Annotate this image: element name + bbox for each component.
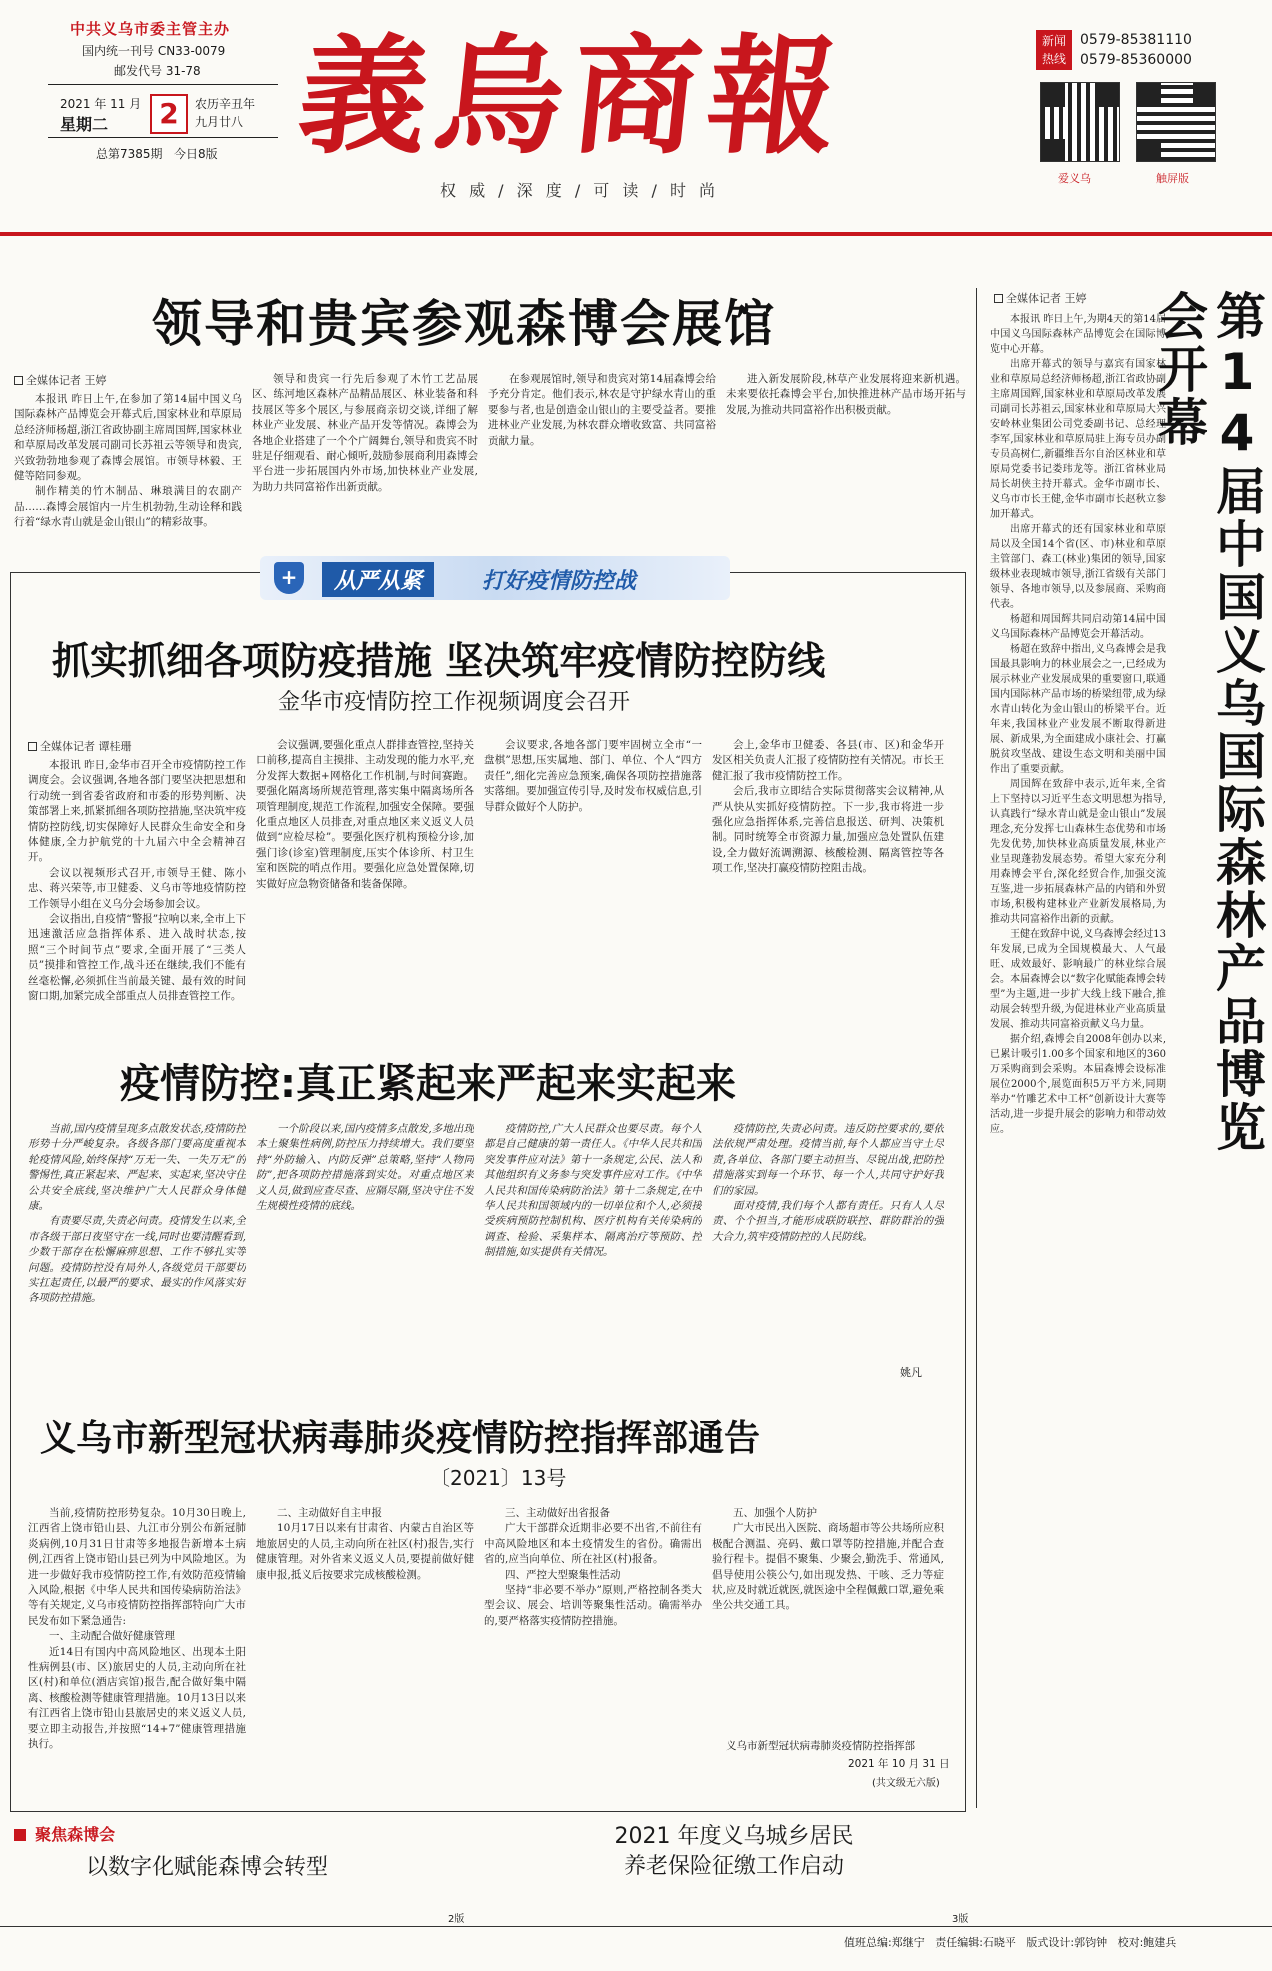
sidebar-byline <box>994 290 1087 306</box>
article-2-col-2 <box>256 738 474 1004</box>
lead-headline: 领导和贵宾参观森博会展馆 <box>152 295 776 353</box>
lead-col-1 <box>14 392 242 552</box>
sidebar-paragraph: 杨超在致辞中指出,义乌森博会是我国最具影响力的林业展会之一,已经成为展示林业产业发展成果的重要窗口,联通国内国际林产品市场的桥梁纽带,成为绿水青山转化为金山银山的桥梁平台。近年来,我国林业产业发展不断取得新进展、新成果,为全面建成小康社会、打赢脱贫攻坚战、建设生态文明和美丽中国作出了重要贡献。 <box>990 644 1166 775</box>
footer-section-label <box>14 1822 115 1845</box>
masthead-title: 義烏商報 <box>292 22 852 172</box>
shield-icon: + <box>274 562 304 594</box>
issue-info: 总第7385期 今日8版 <box>96 147 218 161</box>
article-3-paragraph: 有责要尽责,失责必问责。疫情发生以来,全市各级干部日夜坚守在一线,同时也要清醒看到,少数干部存在松懈麻痹思想、工作不够扎实等问题。疫情防控没有局外人,各级党员干部要切实扛起责任,以最严的要求、最实的作风落实好各项防控措施。 <box>28 1215 246 1305</box>
article-3-paragraph: 面对疫情,我们每个人都有责任。只有人人尽责、个个担当,才能形成联防联控、群防群治的强大合力,筑牢疫情防控的人民防线。 <box>712 1200 944 1243</box>
lead-paragraph: 在参观展馆时,领导和贵宾对第14届森博会给予充分肯定。他们表示,林农是守护绿水青山的重要参与者,也是创造金山银山的主要受益者。要推进林业产业发展,为林农群众增收致富、共同富裕贡献力量。 <box>488 373 716 447</box>
lead-paragraph: 领导和贵宾一行先后参观了木竹工艺品展区、练河地区森林产品精品展区、林业装备和科技展区等多个展区,与参展商亲切交谈,详细了解林业产业发展、林业产品开发等情况。森博会为各地企业搭建了一个个广阔舞台,领导和贵宾不时驻足仔细观看、耐心倾听,鼓励参展商利用森博会平台进一步拓展国内外市场,加快林业产业发展,为助力共同富裕作出新贡献。 <box>252 373 478 493</box>
sidebar-byline-text: 全媒体记者 王婷 <box>1006 292 1087 305</box>
masthead-slogan: 权 威 / 深 度 / 可 读 / 时 尚 <box>440 181 720 200</box>
article-4-paragraph: 广大市民出入医院、商场超市等公共场所应积极配合测温、亮码、戴口罩等防控措施,并配合查验行程卡。提倡不聚集、少聚会,勤洗手、常通风,倡导使用公筷公勺,如出现发热、干咳、乏力等症状,应及时就近就医,就医途中全程佩戴口罩,避免乘坐公共交通工具。 <box>712 1522 944 1612</box>
lunar-day: 九月廿八 <box>195 115 244 129</box>
article-4-paragraph: 坚持“非必要不举办”原则,严格控制各类大型会议、展会、培训等聚集性活动。确需举办的,要严格落实疫情防控措施。 <box>484 1584 702 1627</box>
lead-col-4 <box>726 372 966 552</box>
banner <box>260 556 730 600</box>
article-4-col-4 <box>712 1506 944 1734</box>
article-2-paragraph: 会议以视频形式召开,市领导王健、陈小忠、蒋兴荣等,市卫健委、义乌市等地疫情防控工作领导小组在义乌分会场参加会议。 <box>28 866 246 910</box>
sidebar-col <box>990 312 1166 1812</box>
sidebar-paragraph: 王健在致辞中说,义乌森博会经过13年发展,已成为全国规模最大、人气最旺、成效最好、影响最广的林业综合展会。本届森博会以“数字化赋能森博会转型”为主题,进一步扩大线上线下融合,推动展会转型升级,为促进林业产业高质量发展、推动共同富裕贡献义乌力量。 <box>990 929 1166 1030</box>
postal-code: 邮发代号 31-78 <box>114 64 201 78</box>
article-3-col-4 <box>712 1122 944 1362</box>
article-2-paragraph: 会议指出,自疫情“警报”拉响以来,全市上下迅速激活应急指挥体系、进入战时状态,按照“三个时间节点”要求,全面开展了“三类人员”摸排和管控工作,战斗还在继续,我们不能有丝毫松懈,必须抓住当前最关键、最有效的时间窗口期,加紧完成全部重点人员排查管控工作。 <box>28 913 246 1003</box>
article-4-date: 2021 年 10 月 31 日 <box>848 1758 950 1770</box>
article-4-col-3 <box>484 1506 702 1806</box>
qr-label-1: 爱义乌 <box>1058 172 1091 185</box>
phone-1: 0579-85381110 <box>1080 32 1192 48</box>
banner-text-2: 打好疫情防控战 <box>482 569 637 594</box>
footer-teaser-right[interactable] <box>584 1822 884 1882</box>
article-2-paragraph: 本报讯 昨日,金华市召开全市疫情防控工作调度会。会议强调,各地各部门要坚决把思想和行动统一到省委省政府和市委的形势判断、决策部署上来,抓紧抓细各项防控措施,坚决筑牢疫情防控防线,切实保障好人民群众生命安全和身体健康,全力护航党的十九届六中全会精神召开。 <box>28 759 246 864</box>
sidebar-paragraph: 杨超和周国辉共同启动第14届中国义乌国际森林产品博览会开幕活动。 <box>990 614 1166 640</box>
article-4-paragraph: 五、加强个人防护 <box>733 1507 817 1519</box>
article-4-col-1 <box>28 1506 246 1806</box>
sponsor-text: 中共义乌市委主管主办 <box>70 20 231 38</box>
article-4-paragraph: 广大干部群众近期非必要不出省,不前往有中高风险地区和本土疫情发生的省份。确需出省的,应当向单位、所在社区(村)报备。 <box>484 1522 702 1566</box>
sidebar-headline: 第14届中国义乌国际森林产品博览会开幕 <box>1150 290 1266 1154</box>
article-3-paragraph: 当前,国内疫情呈现多点散发状态,疫情防控形势十分严峻复杂。各级各部门要高度重视本轮疫情风险,始终保持“万无一失、一失万无”的警惕性,真正紧起来、严起来、实起来,坚决守住公共安全底线,坚决维护广大人民群众身体健康。 <box>28 1123 246 1213</box>
article-3-paragraph: 疫情防控,失责必问责。违反防控要求的,要依法依规严肃处理。疫情当前,每个人都应当守土尽责,各单位、各部门要主动担当、尽锐出战,把防控措施落实到每一个环节、每一个人,共同守护好我们的家园。 <box>712 1123 944 1197</box>
sidebar-paragraph: 出席开幕式的领导与嘉宾有国家林业和草原局总经济师杨超,浙江省政协副主席周国辉,国家林业和草原局改革发展司副司长苏祖云,国家林业和草原局大兴安岭林业集团公司党委副书记、总经理李军,国家林业和草原局驻上海专员办副专员高树仁,新疆维吾尔自治区林业和草原局党委书记娄玮龙等。浙江省林业局局长胡侠主持开幕式。金华市副市长、义乌市市长王健,金华市副市长赵秋立参加开幕式。 <box>990 359 1166 520</box>
sidebar-paragraph: 据介绍,森博会自2008年创办以来,已累计吸引1.00多个国家和地区的360万采购商到会采购。本届森博会设标准展位2000个,展览面积5万平方米,同期举办“竹雕艺术中工杯”创新设计大赛等活动,进一步提升展会的影响力和带动效应。 <box>990 1034 1166 1135</box>
article-4-subheadline: 〔2021〕13号 <box>430 1466 567 1490</box>
lead-byline-text: 全媒体记者 王婷 <box>26 374 107 387</box>
article-2-byline <box>28 738 132 754</box>
article-3-col-2 <box>256 1122 474 1378</box>
sidebar-paragraph: 本报讯 昨日上午,为期4天的第14届中国义乌国际森林产品博览会在国际博览中心开幕。 <box>990 314 1166 355</box>
lead-paragraph: 进入新发展阶段,林草产业发展将迎来新机遇。未来要依托森博会平台,加快推进林产品市场开拓与发展,为推动共同富裕作出积极贡献。 <box>726 373 966 416</box>
lead-paragraph: 本报讯 昨日上午,在参加了第14届中国义乌国际森林产品博览会开幕式后,国家林业和草原局总经济师杨超,浙江省政协副主席周国辉,国家林业和草原局改革发展司副司长苏祖云等领导和贵宾,兴致勃勃地参观了森博会展馆。市领导林毅、王健等陪同参观。 <box>14 393 242 483</box>
article-3-author: 姚凡 <box>900 1366 922 1379</box>
sidebar-divider <box>976 288 977 1808</box>
qr-label-2: 触屏版 <box>1156 172 1189 185</box>
article-4-signature: 义乌市新型冠状病毒肺炎疫情防控指挥部 <box>726 1740 915 1752</box>
article-2-col-1 <box>28 758 246 1004</box>
footer-teaser-right-line-1: 2021 年度义乌城乡居民 <box>614 1824 854 1849</box>
footer-teaser-left[interactable]: 以数字化赋能森博会转型 <box>86 1855 329 1880</box>
footer-teaser-right-page: 3版 <box>952 1914 969 1925</box>
date-year-month: 2021 年 11 月 <box>60 97 142 111</box>
article-4-paragraph: 一、主动配合做好健康管理 <box>49 1630 175 1643</box>
article-4-note: (共文级无六版) <box>872 1778 940 1789</box>
lunar-year: 农历辛丑年 <box>195 97 256 111</box>
article-3-col-1 <box>28 1122 246 1378</box>
article-3-paragraph: 疫情防控,广大人民群众也要尽责。每个人都是自己健康的第一责任人。《中华人民共和国突发事件应对法》第十一条规定,公民、法人和其他组织有义务参与突发事件应对工作。《中华人民共和国传染病防治法》第十二条规定,在中华人民共和国领域内的一切单位和个人,必须接受疾病预防控制机构、医疗机构有关传染病的调查、检验、采集样本、隔离治疗等预防、控制措施,如实提供有关情况。 <box>484 1123 702 1259</box>
footer-section-label-text: 聚焦森博会 <box>35 1825 116 1844</box>
article-2-paragraph: 会后,我市立即结合实际贯彻落实会议精神,从严从快从实抓好疫情防控。下一步,我市将进一步强化应急指挥体系,完善信息报送、研判、决策机制。同时统筹全市资源力量,加强应急处置队伍建设,全力做好流调溯源、核酸检测、隔离管控等各项工作,坚决打赢疫情防控阻击战。 <box>712 785 944 875</box>
article-2-subheadline: 金华市疫情防控工作视频调度会召开 <box>278 690 631 715</box>
article-2-col-3 <box>484 738 702 1004</box>
day-number: 2 <box>159 97 179 130</box>
cn-number: 国内统一刊号 CN33-0079 <box>82 44 226 58</box>
article-2-byline-text: 全媒体记者 谭桂珊 <box>40 740 132 753</box>
article-4-paragraph: 三、主动做好出省报备 <box>505 1507 610 1519</box>
article-4-paragraph: 10月17日以来有甘肃省、内蒙古自治区等地旅居史的人员,主动向所在社区(村)报告,实行健康管理。对外省来义返义人员,要提前做好健康申报,抵义后按要求完成核酸检测。 <box>256 1522 474 1581</box>
hotline-badge <box>1036 30 1072 70</box>
article-2-paragraph: 会上,金华市卫健委、各县(市、区)和金华开发区相关负责人汇报了疫情防控有关情况。市长王健汇报了我市疫情防控工作。 <box>712 739 944 782</box>
footer-rule <box>0 1926 1272 1927</box>
weekday: 星期二 <box>60 115 109 134</box>
sidebar-paragraph: 周国辉在致辞中表示,近年来,全省上下坚持以习近平生态文明思想为指导,认真践行“绿水青山就是金山银山”发展理念,充分发挥七山森林生态优势和市场先发优势,加快林业高质量发展,林业产业呈现蓬勃发展态势。希望大家充分利用森博会平台,深化经贸合作,加强交流互鉴,进一步拓展森林产品的内销和外贸市场,积极构建林业产业新发展格局,为推动共同富裕作出新的贡献。 <box>990 779 1166 925</box>
article-3-paragraph: 一个阶段以来,国内疫情多点散发,多地出现本土聚集性病例,防控压力持续增大。我们要坚持“外防输入、内防反弹”总策略,坚持“人物同防”,把各项防控措施落到实处。对重点地区来义人员,做到应查尽查、应隔尽隔,坚决守住不发生规模性疫情的底线。 <box>256 1123 474 1213</box>
hotline-label-2: 热线 <box>1041 52 1066 66</box>
article-4-paragraph: 当前,疫情防控形势复杂。10月30日晚上,江西省上饶市铅山县、九江市分别公布新冠肺炎病例,10月31日甘肃等多地报告新增本土病例,江西省上饶市铅山县已列为中风险地区。为进一步做好我市疫情防控工作,有效防范疫情输入风险,根据《中华人民共和国传染病防治法》等有关规定,义乌市疫情防控指挥部特向广大市民发布如下紧急通告: <box>28 1507 246 1627</box>
sidebar-paragraph: 出席开幕式的还有国家林业和草原局以及全国14个省(区、市)林业和草原主管部门、森工(林业)集团的领导,国家级林业表现城市领导,浙江省级有关部门领导、各地市领导,以及参展商、采购商代表。 <box>990 524 1166 610</box>
footer-credits: 值班总编:郑继宁 责任编辑:石晓平 版式设计:郭钧钟 校对:鲍建兵 <box>844 1936 1177 1949</box>
masthead <box>0 0 1272 240</box>
masthead-divider <box>0 232 1272 236</box>
footer-teaser-right-line-2: 养老保险征缴工作启动 <box>623 1854 844 1879</box>
day-box <box>150 94 188 134</box>
square-icon <box>14 1829 26 1841</box>
article-4-paragraph: 二、主动做好自主申报 <box>277 1507 382 1519</box>
phone-2: 0579-85360000 <box>1080 52 1192 68</box>
article-2-headline: 抓实抓细各项防疫措施 坚决筑牢疫情防控防线 <box>52 639 826 683</box>
article-2-col-4 <box>712 738 944 1004</box>
article-4-col-2 <box>256 1506 474 1806</box>
lead-byline <box>14 372 107 388</box>
banner-text-1: 从严从紧 <box>322 562 434 597</box>
article-2-paragraph: 会议强调,要强化重点人群排查管控,坚持关口前移,提高自主摸排、主动发现的能力水平,充分发挥大数据+网格化工作机制,与时间赛跑。要强化隔离场所规范管理,落实集中隔离场所各项管理制度,规范工作流程,加强安全保障。要强化重点地区人员排查,对重点地区来义返义人员做到“应检尽检”。要强化医疗机构预检分诊,加强门诊(诊室)管理制度,压实个体诊所、村卫生室和医院的哨点作用。要强化应急处置保障,切实做好应急物资储备和装备保障。 <box>256 739 474 890</box>
article-4-paragraph: 四、严控大型聚集性活动 <box>505 1568 621 1581</box>
qr-code-image <box>1040 82 1120 162</box>
article-4-headline: 义乌市新型冠状病毒肺炎疫情防控指挥部通告 <box>40 1418 761 1459</box>
article-3-headline: 疫情防控:真正紧起来严起来实起来 <box>120 1061 736 1107</box>
lead-col-3 <box>488 372 716 552</box>
article-3-col-3 <box>484 1122 702 1378</box>
lead-paragraph: 制作精美的竹木制品、琳琅满目的农副产品……森博会展馆内一片生机勃勃,生动诠释和践行着“绿水青山就是金山银山”的精彩故事。 <box>14 485 242 529</box>
article-4-paragraph: 近14日有国内中高风险地区、出现本土阳性病例县(市、区)旅居史的人员,主动向所在社区(村)和单位(酒店宾馆)报告,配合做好集中隔离、核酸检测等健康管理措施。10月13日以来有江西省上饶市铅山县旅居史的来义返义人员,要立即主动报告,并按照“14+7”健康管理措施执行。 <box>28 1645 246 1751</box>
article-2-paragraph: 会议要求,各地各部门要牢固树立全市“一盘棋”思想,压实属地、部门、单位、个人“四方责任”,细化完善应急预案,确保各项防控措施落实落细。要加强宣传引导,及时发布权威信息,引导群众做好个人防护。 <box>484 739 702 813</box>
footer-teaser-left-page: 2版 <box>448 1914 465 1925</box>
lead-col-2 <box>252 372 478 552</box>
hotline-label-1: 新闻 <box>1041 34 1066 48</box>
qr-code-image-2 <box>1136 82 1216 162</box>
